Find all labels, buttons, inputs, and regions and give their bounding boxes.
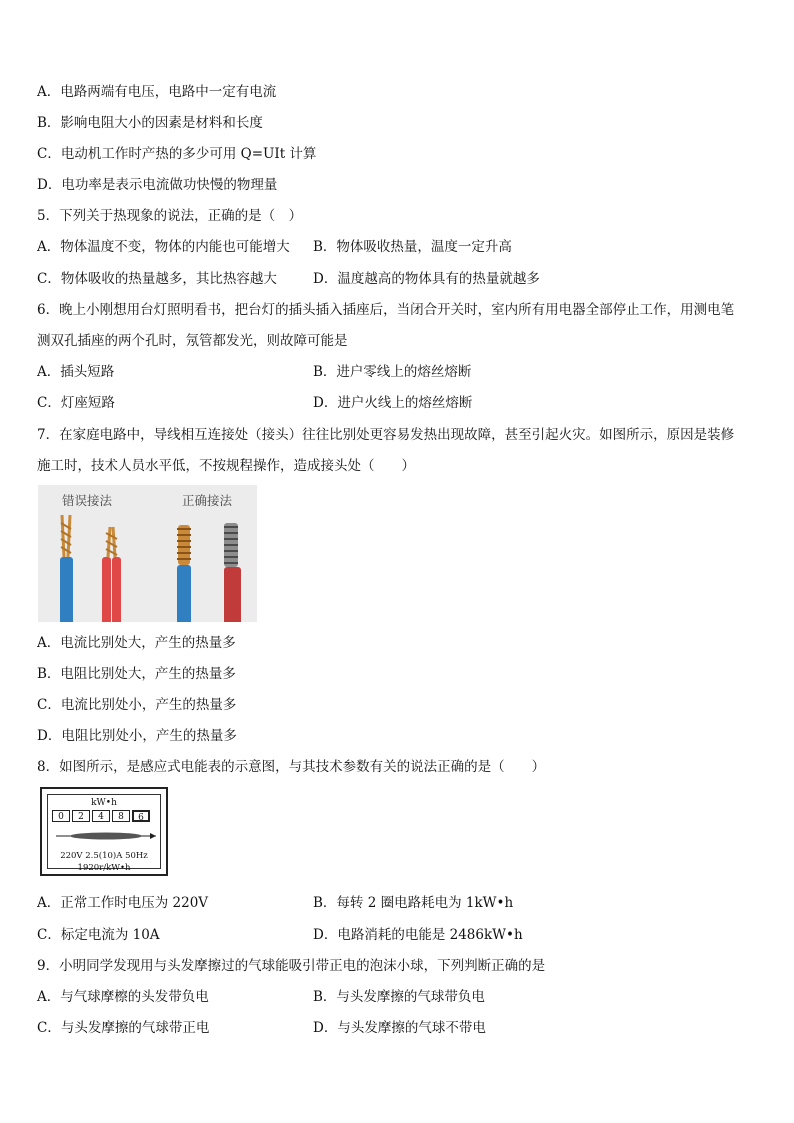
wrong-method-label: 错误接法	[62, 493, 113, 508]
q7-option-a: A．电流比别处大，产生的热量多	[37, 635, 236, 651]
red-wire-right	[224, 567, 241, 622]
q7-option-b: B．电阻比别处大，产生的热量多	[37, 666, 236, 682]
q6-option-c: C．灯座短路	[37, 395, 115, 411]
meter-digit: 8	[112, 810, 130, 822]
q4-option-b: B．影响电阻大小的因素是材料和长度	[37, 115, 263, 131]
q9-option-d: D．与头发摩擦的气球不带电	[313, 1020, 486, 1036]
meter-digit: 0	[52, 810, 70, 822]
q8-stem: 8．如图所示，是感应式电能表的示意图，与其技术参数有关的说法正确的是（ ）	[37, 759, 546, 775]
q7-stem-line2: 施工时，技术人员水平低，不按规程操作，造成接头处（ ）	[37, 458, 415, 474]
q7-option-c: C．电流比别处小，产生的热量多	[37, 697, 237, 713]
energy-meter-diagram	[40, 787, 168, 876]
q5-stem: 5．下列关于热现象的说法，正确的是（ ）	[37, 208, 303, 224]
q8-option-a: A．正常工作时电压为 220V	[37, 895, 209, 911]
q6-stem-line2: 测双孔插座的两个孔时，氖管都发光，则故障可能是	[37, 333, 348, 349]
q9-option-c: C．与头发摩擦的气球带正电	[37, 1020, 210, 1036]
q9-option-a: A．与气球摩檫的头发带负电	[37, 989, 209, 1005]
meter-digit: 2	[72, 810, 90, 822]
q6-option-d: D．进户火线上的熔丝熔断	[313, 395, 473, 411]
q5-option-c: C．物体吸收的热量越多，其比热容越大	[37, 271, 277, 287]
q8-option-b: B．每转 2 圈电路耗电为 1kW•h	[313, 895, 514, 911]
q5-option-a: A．物体温度不变，物体的内能也可能增大	[37, 239, 290, 255]
meter-digits	[52, 810, 152, 822]
q9-stem: 9．小明同学发现用与头发摩擦过的气球能吸引带正电的泡沫小球，下列判断正确的是	[37, 958, 546, 974]
meter-unit: kW•h	[91, 798, 117, 808]
meter-disk-icon	[56, 831, 156, 841]
q9-option-b: B．与头发摩擦的气球带负电	[313, 989, 485, 1005]
right-method-label: 正确接法	[182, 493, 233, 508]
blue-wire-wrong	[60, 557, 73, 622]
q7-stem-line1: 7．在家庭电路中，导线相互连接处（接头）往往比别处更容易发热出现故障，甚至引起火灾。如图所示，原因是装修	[37, 427, 735, 443]
red-wire-wrong-1	[102, 557, 111, 622]
red-wire-wrong-2	[112, 557, 121, 622]
q6-stem-line1: 6．晚上小刚想用台灯照明看书，把台灯的插头插入插座后，当闭合开关时，室内所有用电器全部停止工作，用测电笔	[37, 302, 735, 318]
meter-spec-line2: 1920r/kW•h	[77, 863, 131, 873]
wire-illustration	[38, 485, 257, 622]
q5-option-d: D．温度越高的物体具有的热量就越多	[313, 271, 540, 287]
meter-digit: 6	[132, 810, 150, 822]
q6-option-b: B．进户零线上的熔丝熔断	[313, 364, 472, 380]
meter-spec-line1: 220V 2.5(10)A 50Hz	[60, 851, 148, 861]
q4-option-d: D．电功率是表示电流做功快慢的物理量	[37, 177, 278, 193]
q4-option-a: A．电路两端有电压，电路中一定有电流	[37, 84, 277, 100]
q8-option-d: D．电路消耗的电能是 2486kW•h	[313, 927, 523, 943]
q7-option-d: D．电阻比别处小，产生的热量多	[37, 728, 237, 744]
q6-option-a: A．插头短路	[37, 364, 115, 380]
q8-option-c: C．标定电流为 10A	[37, 927, 160, 943]
q4-option-c: C．电动机工作时产热的多少可用 Q=UIt 计算	[37, 146, 317, 162]
meter-digit: 4	[92, 810, 110, 822]
wire-joint-photo	[38, 485, 257, 622]
blue-wire-right	[177, 565, 191, 622]
q5-option-b: B．物体吸收热量，温度一定升高	[313, 239, 512, 255]
